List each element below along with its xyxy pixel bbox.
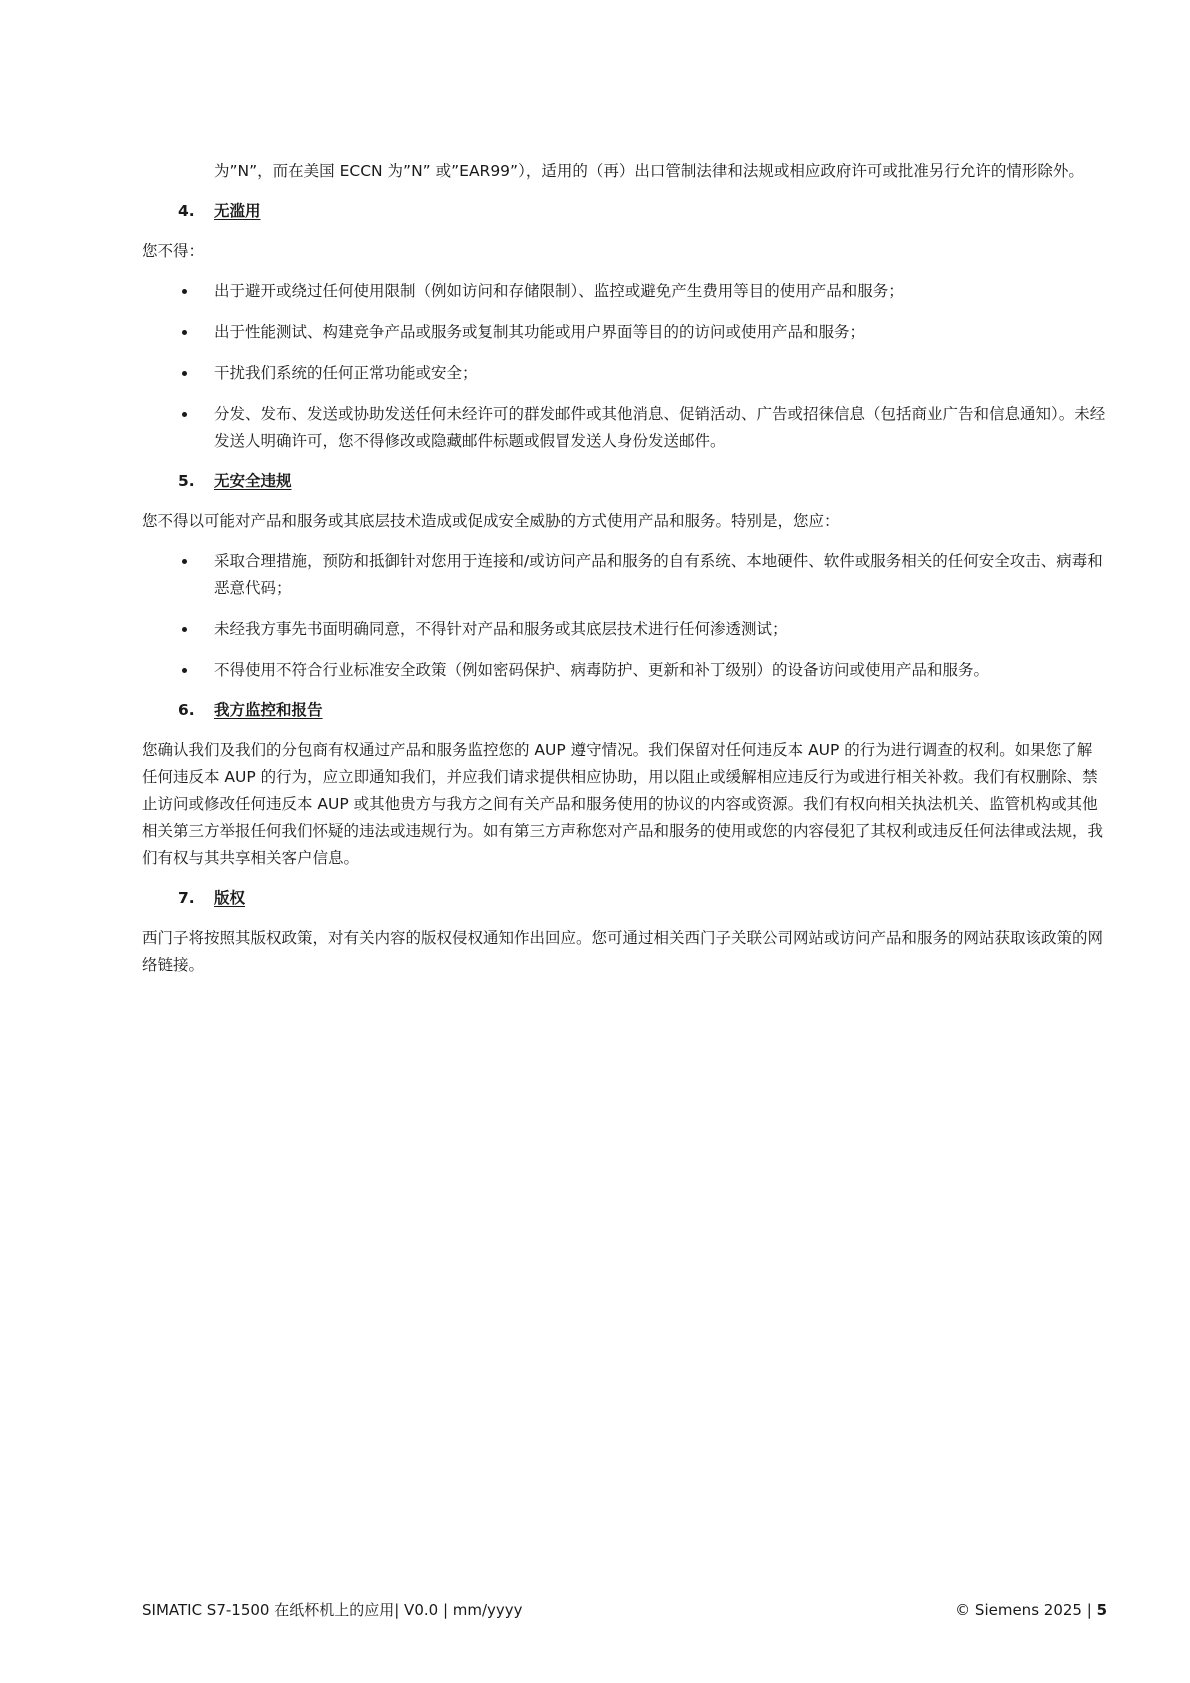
section-6-title: 我方监控和报告 bbox=[214, 701, 323, 719]
section-4-number: 4. bbox=[178, 202, 195, 220]
section-6-body: 您确认我们及我们的分包商有权通过产品和服务监控您的 AUP 遵守情况。我们保留对任何违反本 AUP 的行为进行调查的权利。如果您了解任何违反本 AUP 的行为，应立即通知我们，并应我们请求提供相应协助，用以阻止或缓解相应违反行为或进行相关补救。我们有权删除、禁止访问或修改任何违反本 AUP 或其他贵方与我方之间有关产品和服务使用的协议的内容或资源。我们有权向相关执法机关、监管机构或其他相关第三方举报任何我们怀疑的违法或违规行为。如有第三方声称您对产品和服务的使用或您的内容侵犯了其权利或违反任何法律或法规，我们有权与其共享相关客户信息。 bbox=[142, 741, 1104, 867]
section-4-list bbox=[142, 278, 1107, 455]
section-6-number: 6. bbox=[178, 701, 195, 719]
section-5-lead: 您不得以可能对产品和服务或其底层技术造成或促成安全威胁的方式使用产品和服务。特别是，您应： bbox=[142, 512, 840, 530]
section-7-title: 版权 bbox=[214, 889, 246, 907]
bullet-icon bbox=[182, 371, 187, 376]
list-item: 分发、发布、发送或协助发送任何未经许可的群发邮件或其他消息、促销活动、广告或招徕信息（包括商业广告和信息通知）。未经发送人明确许可，您不得修改或隐藏邮件标题或假冒发送人身份发送邮件。 bbox=[142, 401, 1107, 455]
page-number: 5 bbox=[1096, 1601, 1107, 1619]
bullet-icon bbox=[182, 289, 187, 294]
section-5-number: 5. bbox=[178, 472, 195, 490]
document-body bbox=[142, 158, 1107, 992]
section-4-title: 无滥用 bbox=[214, 202, 261, 220]
section-6-heading bbox=[142, 697, 1107, 724]
list-item: 采取合理措施，预防和抵御针对您用于连接和/或访问产品和服务的自有系统、本地硬件、软件或服务相关的任何安全攻击、病毒和恶意代码； bbox=[142, 548, 1107, 602]
section-5-list bbox=[142, 548, 1107, 684]
section-7-number: 7. bbox=[178, 889, 195, 907]
list-item: 出于避开或绕过任何使用限制（例如访问和存储限制）、监控或避免产生费用等目的使用产品和服务； bbox=[142, 278, 1107, 305]
list-item: 干扰我们系统的任何正常功能或安全； bbox=[142, 360, 1107, 387]
bullet-icon bbox=[182, 559, 187, 564]
section-4-lead: 您不得： bbox=[142, 242, 205, 260]
bullet-icon bbox=[182, 627, 187, 632]
bullet-icon bbox=[182, 668, 187, 673]
bullet-icon bbox=[182, 330, 187, 335]
list-item: 未经我方事先书面明确同意，不得针对产品和服务或其底层技术进行任何渗透测试； bbox=[142, 616, 1107, 643]
footer-document-info: SIMATIC S7-1500 在纸杯机上的应用| V0.0 | mm/yyyy bbox=[142, 1601, 523, 1619]
page-footer bbox=[142, 1599, 1107, 1621]
footer-copyright: © Siemens 2025 | 5 bbox=[955, 1601, 1107, 1619]
section-7-body: 西门子将按照其版权政策，对有关内容的版权侵权通知作出回应。您可通过相关西门子关联公司网站或访问产品和服务的网站获取该政策的网络链接。 bbox=[142, 929, 1104, 974]
intro-continuation: 为”N”，而在美国 ECCN 为”N” 或”EAR99”），适用的（再）出口管制法律和法规或相应政府许可或批准另行允许的情形除外。 bbox=[214, 162, 1084, 180]
section-5-heading bbox=[142, 468, 1107, 495]
list-item: 不得使用不符合行业标准安全政策（例如密码保护、病毒防护、更新和补丁级别）的设备访问或使用产品和服务。 bbox=[142, 657, 1107, 684]
section-7-heading bbox=[142, 885, 1107, 912]
section-4-heading bbox=[142, 198, 1107, 225]
bullet-icon bbox=[182, 412, 187, 417]
list-item: 出于性能测试、构建竞争产品或服务或复制其功能或用户界面等目的的访问或使用产品和服务； bbox=[142, 319, 1107, 346]
section-5-title: 无安全违规 bbox=[214, 472, 292, 490]
